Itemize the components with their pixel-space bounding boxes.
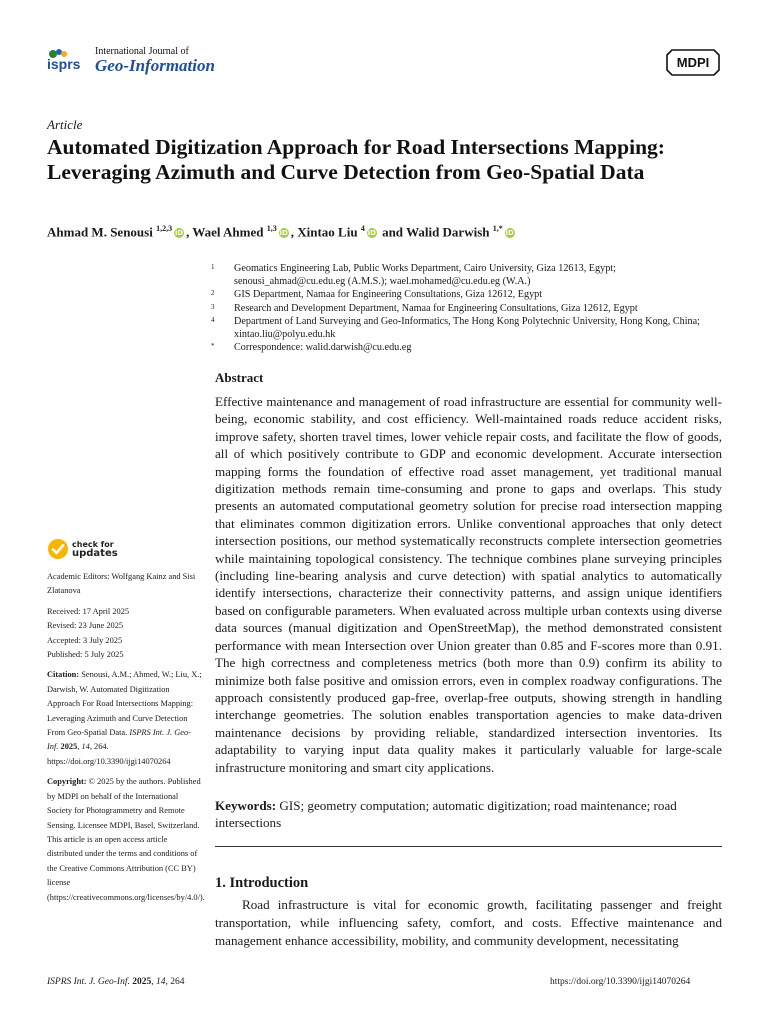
footer-citation: ISPRS Int. J. Geo-Inf. 2025, 14, 264 — [47, 977, 185, 987]
keywords-text: GIS; geometry computation; automatic digitization; road maintenance; road intersections — [215, 798, 677, 831]
copyright-text: © 2025 by the authors. Published by MDPI on behalf of the International Society for Photogrammetry and Remote Sensing. Licensee MDPI, Basel, Switzerland. This article is an open access article distributed under the terms and conditions of the Creative Commons Attribution (CC BY) license (https://creativecommons.org/licenses/by/4.0/). — [47, 777, 205, 902]
citation-year: 2025 — [60, 742, 78, 752]
affiliation-text: Department of Land Surveying and Geo-Informatics, The Hong Kong Polytechnic University, Hong Kong, China; xintao.liu@polyu.edu.hk — [234, 315, 700, 341]
article-type: Article — [47, 117, 83, 132]
affiliation-number: 1 — [211, 263, 215, 271]
affiliation-list — [208, 262, 728, 354]
author-affiliation-mark: 1,3 — [266, 224, 277, 233]
article-title: Automated Digitization Approach for Road Intersections Mapping: Leveraging Azimuth and Curve Detection from Geo-Spatial Data — [47, 135, 665, 184]
introduction-heading: 1. Introduction — [215, 875, 309, 891]
author-separator: and — [378, 224, 407, 240]
affiliation-text: GIS Department, Namaa for Engineering Consultations, Giza 12612, Egypt — [234, 289, 543, 301]
copyright-label: Copyright: — [47, 777, 87, 787]
author-list — [47, 224, 517, 240]
correspondence-text: Correspondence: walid.darwish@cu.edu.eg — [234, 342, 412, 354]
affiliation-number: * — [211, 342, 215, 351]
keywords — [215, 797, 722, 832]
journal-name-line2: Geo-Information — [95, 56, 215, 75]
correspondence-item — [208, 341, 728, 354]
affiliation-number: 4 — [211, 315, 215, 324]
footer-year: 2025 — [132, 977, 152, 987]
published-date: Published: 5 July 2025 — [47, 650, 124, 660]
affiliation-item — [208, 262, 728, 288]
citation-label: Citation: — [47, 670, 80, 680]
orcid-icon[interactable]: iD — [174, 229, 184, 238]
footer-doi-link[interactable]: https://doi.org/10.3390/ijgi14070264 — [550, 977, 691, 987]
check-updates-icon — [47, 538, 69, 560]
citation-doi-link[interactable]: , 264. https://doi.org/10.3390/ijgi14070264 — [47, 742, 171, 766]
affiliation-number: 3 — [211, 302, 215, 311]
journal-name — [95, 46, 215, 76]
check-updates-line1: check for — [72, 540, 114, 549]
author-affiliation-mark: 4 — [360, 224, 365, 233]
author-affiliation-mark: 1,2,3 — [156, 224, 173, 233]
abstract-text: Effective maintenance and management of road infrastructure are essential for community well-being, economic stability, and cost efficiency. Well-maintained roads reduce accident risks, improve safety, shorten travel times, lower vehicle repair costs, and facilitate the flow of goods, all of which positively contribute to GDP and economic development. Accurate intersection mapping forms the foundation of effective road asset management, yet traditional manual digitization methods remain time-consuming and prone to gaps and overlaps. This study presents an automated computational geometry solution for precise road intersection mapping that eliminates common digitization errors. Unlike conventional approaches that only detect intersection positions, our method systematically reconstructs complete intersection geometries while maintaining topological consistency. The technique combines plane surveying principles (including line-bearing analysis and curve detection) with spatial analytics to automatically identify intersections, characterize their connectivity patterns, and assign unique identifiers based on configurable parameters. When evaluated across multiple urban contexts using diverse data sources (manual digitization and OpenStreetMap), the method demonstrated consistent performance with mean Intersection over Union greater than 0.85 and F-scores more than 0.91. The high correctness and completeness metrics (both more than 0.9) confirm its ability to minimize both false positive and omission errors, even in complex roadway configurations. The approach consistently produced gap-free, overlap-free outputs, showing strength in handling interchange geometries. The solution enables transportation agencies to make data-driven maintenance decisions by providing reliable, standardized intersection inventories. Its adaptability to varying input data quality makes it particularly valuable for large-scale infrastructure monitoring and smart city applications. — [215, 394, 722, 775]
orcid-icon[interactable]: iD — [505, 229, 514, 238]
revised-date: Revised: 23 June 2025 — [47, 621, 124, 631]
affiliation-item — [208, 288, 728, 301]
citation-block: Citation: Senousi, A.M.; Ahmed, W.; Liu, X.; Darwish, W. Automated Digitization Approach For Road Intersections Mapping: Leveraging Azimuth and Curve Detection From Geo-Spatial Data. ISPRS Int. J. Geo-Inf. 2025, 14, 264. https://doi.org/10.3390/ijgi14070264 — [47, 670, 202, 766]
article-sidebar — [47, 570, 205, 911]
author-name[interactable]: Wael Ahmed — [192, 224, 264, 240]
isprs-logo — [47, 48, 93, 80]
received-date: Received: 17 April 2025 — [47, 606, 130, 616]
affiliation-number: 2 — [211, 289, 215, 298]
citation-volume: 14 — [81, 742, 90, 752]
introduction-text: Road infrastructure is vital for economic growth, facilitating passenger and freight transportation, while influencing safety, comfort, and costs. Effective maintenance and management enhance accessibility, mobility, and community development, necessitating — [215, 897, 722, 948]
section-divider — [215, 846, 722, 847]
affiliation-item — [208, 302, 728, 315]
author-name[interactable]: Xintao Liu — [297, 224, 358, 240]
affiliation-text: Geomatics Engineering Lab, Public Works Department, Cairo University, Giza 12613, Egypt; senousi_ahmad@cu.edu.eg (A.M.S.); wael.mohamed@cu.edu.eg (W.A.) — [234, 263, 616, 288]
author-name[interactable]: Walid Darwish — [406, 224, 490, 240]
mdpi-logo — [666, 49, 720, 76]
citation-journal: ISPRS Int. J. Geo-Inf. — [47, 728, 191, 752]
footer-volume: 14 — [155, 977, 166, 987]
affiliation-text: Research and Development Department, Namaa for Engineering Consultations, Giza 12612, Egypt — [234, 302, 638, 314]
author-name[interactable]: Ahmad M. Senousi — [47, 224, 153, 240]
citation-text: Senousi, A.M.; Ahmed, W.; Liu, X.; Darwish, W. Automated Digitization Approach For Road Intersections Mapping: Leveraging Azimuth and Curve Detection From Geo-Spatial Data. — [47, 670, 202, 738]
orcid-icon[interactable]: iD — [279, 229, 288, 238]
check-updates-line2: updates — [72, 548, 118, 559]
keywords-label: Keywords: — [215, 798, 277, 813]
isprs-logo-text: isprs — [47, 56, 81, 72]
copyright-block — [47, 775, 205, 905]
publication-dates — [47, 605, 202, 663]
check-updates-label — [72, 540, 118, 558]
check-for-updates-button[interactable] — [47, 538, 118, 560]
abstract-heading: Abstract — [215, 370, 264, 385]
affiliation-item — [208, 315, 728, 341]
footer-article-number: , 264 — [165, 977, 185, 987]
author-separator: , — [290, 224, 298, 240]
footer-journal: ISPRS Int. J. Geo-Inf. — [47, 977, 130, 987]
author-separator: , — [186, 224, 193, 240]
orcid-icon[interactable]: iD — [367, 229, 376, 238]
journal-name-line1: International Journal of — [95, 46, 189, 57]
author-affiliation-mark: 1,* — [492, 224, 503, 233]
accepted-date: Accepted: 3 July 2025 — [47, 635, 123, 645]
academic-editors: Academic Editors: Wolfgang Kainz and Sisi Zlatanova — [47, 572, 196, 596]
mdpi-logo-text: MDPI — [676, 55, 710, 70]
